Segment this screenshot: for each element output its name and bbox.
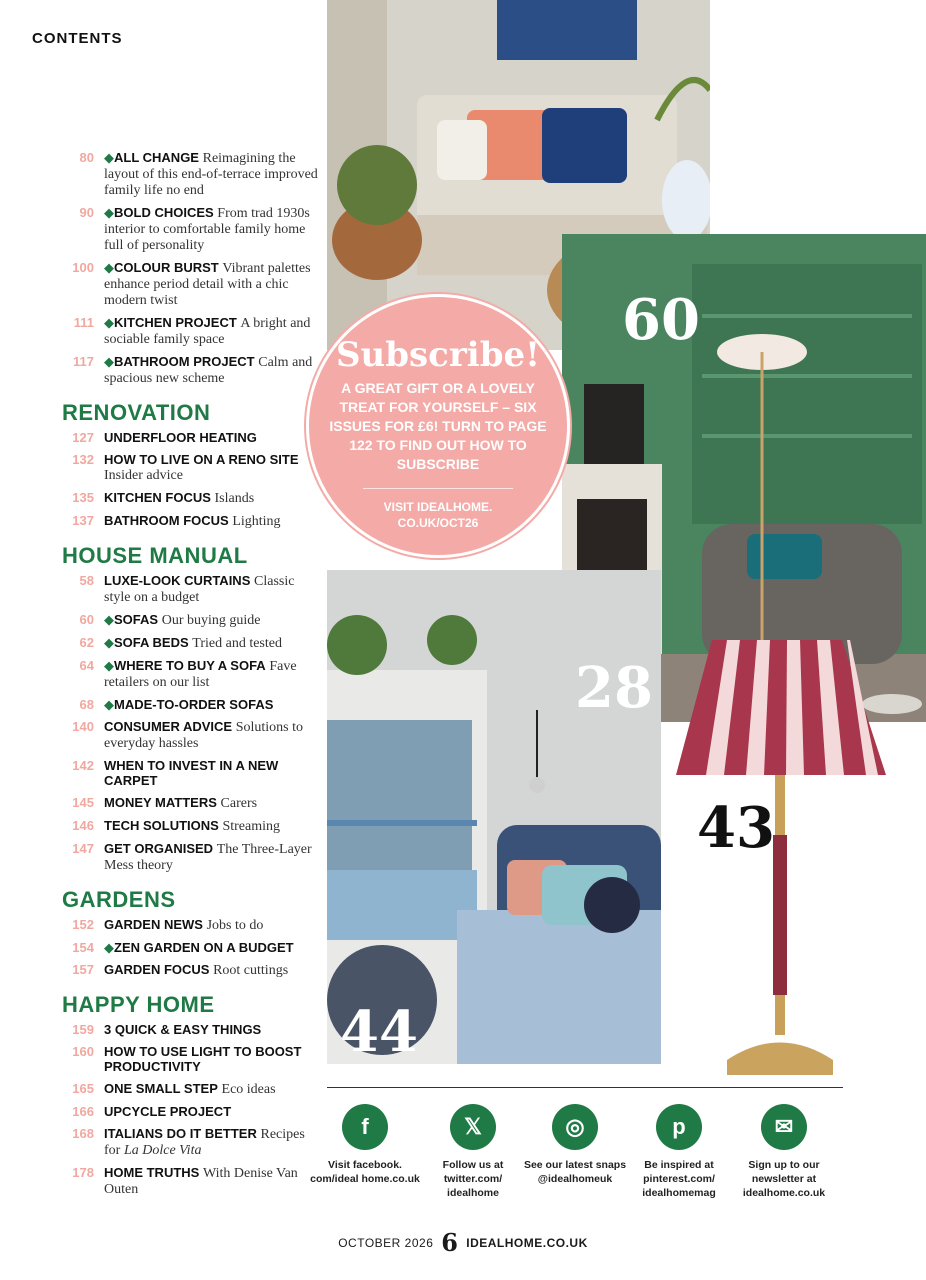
page-footer [0,1228,926,1257]
footer-site[interactable]: IDEALHOME.CO.UK [466,1236,588,1250]
item-title: CONSUMER ADVICE [104,719,233,734]
item-description: With Denise Van Outen [104,1166,298,1197]
instagram-icon[interactable]: ◎ [552,1104,598,1150]
page-number: 68 [79,697,94,712]
item-description: Root cuttings [213,963,289,978]
contents-item[interactable] [62,1165,322,1197]
contents-item[interactable] [62,490,322,506]
item-description: Streaming [222,819,281,834]
page-number: 135 [72,490,94,505]
item-description: Calm and spacious new scheme [104,355,313,386]
contents-item[interactable] [62,795,322,811]
page-number: 117 [73,354,94,369]
diamond-icon: ◆ [104,612,114,627]
contents-item[interactable] [62,962,322,978]
page-number: 58 [79,573,94,588]
diamond-icon: ◆ [104,150,114,165]
subscribe-badge[interactable] [306,294,570,558]
item-title: SOFAS [114,612,159,627]
section-heading-house-manual: HOUSE MANUAL [62,543,248,568]
contents-item[interactable] [62,917,322,933]
subscribe-title: Subscribe! [335,335,541,375]
page-number: 166 [72,1104,94,1119]
item-description: The Three-Layer Mess theory [104,842,312,873]
contents-item[interactable] [62,818,322,834]
social-caption: Visit facebook. com/ideal home.co.uk [310,1159,420,1185]
contents-item[interactable] [62,841,322,873]
contents-item[interactable] [62,1081,322,1097]
item-description: Fave retailers on our list [104,659,297,690]
item-title: GARDEN NEWS [104,917,203,932]
item-title: SOFA BEDS [114,635,189,650]
footer-page-number: 6 [441,1228,459,1257]
contents-item[interactable] [62,612,322,628]
page-number: 132 [72,452,94,467]
subscribe-link[interactable]: VISIT IDEALHOME. CO.UK/OCT26 [363,488,513,531]
page-number: 142 [72,758,94,773]
page-number: 159 [72,1022,94,1037]
footer-month: OCTOBER 2026 [338,1236,434,1250]
page-number: 165 [72,1081,94,1096]
contents-item[interactable] [62,940,322,955]
social-caption: Follow us at twitter.com/ idealhome [442,1159,504,1199]
diamond-icon: ◆ [104,260,114,275]
subscribe-offer-text: A GREAT GIFT OR A LOVELY TREAT FOR YOURSELF – SIX ISSUES FOR £6! TURN TO PAGE 122 TO FIND OUT HOW TO SUBSCRIBE [329,380,547,472]
table-lamp-photo [672,640,888,1085]
page-number: 60 [79,612,94,627]
photo-page-number-44[interactable]: 44 [340,999,418,1065]
diamond-icon: ◆ [104,940,114,955]
item-title: MONEY MATTERS [104,795,217,810]
contents-item[interactable] [62,1126,322,1158]
page-number: 168 [72,1126,94,1141]
bedroom-photo [327,570,661,1064]
diamond-icon: ◆ [104,635,114,650]
page-number: 100 [72,260,94,275]
contents-item[interactable] [62,452,322,483]
item-title: TECH SOLUTIONS [104,818,219,833]
page-number: 140 [72,719,94,734]
diamond-icon: ◆ [104,697,114,712]
facebook-icon[interactable]: f [342,1104,388,1150]
page-number: 90 [79,205,94,220]
item-title: COLOUR BURST [114,260,219,275]
contents-label: CONTENTS [32,30,123,47]
contents-item[interactable] [62,513,322,529]
social-caption: Sign up to our newsletter at idealhome.co.uk [742,1159,826,1199]
item-description: Jobs to do [206,918,264,933]
item-description: Recipes for [104,1127,305,1158]
item-title: GARDEN FOCUS [104,962,210,977]
page-number: 160 [72,1044,94,1059]
item-description: Reimagining the layout of this end-of-terrace improved family life no end [104,151,318,198]
diamond-icon: ◆ [104,205,114,220]
social-caption: Be inspired at pinterest.com/ idealhomemag [642,1159,716,1199]
contents-item[interactable] [62,658,322,690]
contents-item[interactable] [62,573,322,605]
item-description: Tried and tested [192,636,282,651]
page-number: 62 [79,635,94,650]
contents-item[interactable] [62,150,322,198]
social-link-instagram[interactable] [520,1104,630,1186]
x-twitter-icon[interactable]: 𝕏 [450,1104,496,1150]
page-number: 111 [73,315,94,330]
contents-item[interactable] [62,205,322,253]
item-title: GET ORGANISED [104,841,214,856]
item-title: UPCYCLE PROJECT [104,1104,232,1119]
diamond-icon: ◆ [104,354,114,369]
contents-list [62,150,322,1204]
page-number: 157 [72,962,94,977]
section-heading-gardens: GARDENS [62,887,176,912]
page-number: 152 [72,917,94,932]
item-title: HOW TO LIVE ON A RENO SITE [104,452,299,467]
item-title: ONE SMALL STEP [104,1081,218,1096]
page-number: 178 [72,1165,94,1180]
contents-item[interactable] [62,758,322,788]
social-link-facebook[interactable] [310,1104,420,1186]
pinterest-icon[interactable]: p [656,1104,702,1150]
contents-item[interactable] [62,635,322,651]
item-title: KITCHEN FOCUS [104,490,211,505]
social-link-pinterest[interactable] [624,1104,734,1200]
social-link-x-twitter[interactable] [418,1104,528,1200]
page-number: 137 [72,513,94,528]
item-title: BATHROOM PROJECT [114,354,255,369]
item-title: UNDERFLOOR HEATING [104,430,257,445]
social-link-envelope[interactable] [729,1104,839,1200]
item-title: ALL CHANGE [114,150,199,165]
photo-page-number-28[interactable]: 28 [575,655,653,721]
item-title: HOME TRUTHS [104,1165,200,1180]
page-number: 146 [72,818,94,833]
divider-rule [327,1087,843,1088]
page-number: 145 [72,795,94,810]
item-description: Islands [214,491,255,506]
item-description: Solutions to everyday hassles [104,720,304,751]
item-title: LUXE-LOOK CURTAINS [104,573,251,588]
contents-item[interactable] [62,1044,322,1074]
item-description: Eco ideas [221,1082,276,1097]
item-title: MADE-TO-ORDER SOFAS [114,697,274,712]
item-description-italic: La Dolce Vita [123,1143,202,1158]
item-description: Vibrant palettes enhance period detail with a chic modern twist [104,261,311,308]
item-title: BOLD CHOICES [114,205,214,220]
contents-item[interactable] [62,719,322,751]
item-description: Classic style on a budget [104,574,295,605]
item-title: BATHROOM FOCUS [104,513,229,528]
page-number: 154 [72,940,94,955]
diamond-icon: ◆ [104,315,114,330]
contents-item[interactable] [62,354,322,386]
contents-item[interactable] [62,1104,322,1119]
item-description: Insider advice [104,468,183,483]
item-title: 3 QUICK & EASY THINGS [104,1022,262,1037]
contents-item[interactable] [62,697,322,712]
item-title: WHERE TO BUY A SOFA [114,658,266,673]
photo-page-number-60[interactable]: 60 [622,287,700,353]
section-heading-happy-home: HAPPY HOME [62,992,215,1017]
item-title: ITALIANS DO IT BETTER [104,1126,257,1141]
photo-page-number-43[interactable]: 43 [697,795,775,861]
page-number: 147 [72,841,94,856]
contents-item[interactable] [62,260,322,308]
item-title: KITCHEN PROJECT [114,315,237,330]
item-description: Lighting [232,514,281,529]
social-caption: See our latest snaps @idealhomeuk [523,1159,627,1185]
item-title: WHEN TO INVEST IN A NEW CARPET [104,758,279,788]
envelope-icon[interactable]: ✉ [761,1104,807,1150]
page-number: 127 [72,430,94,445]
item-title: HOW TO USE LIGHT TO BOOST PRODUCTIVITY [104,1044,302,1074]
item-description: A bright and sociable family space [104,316,311,347]
item-description: From trad 1930s interior to comfortable family home full of personality [104,206,310,253]
item-description: Carers [220,796,258,811]
contents-item[interactable] [62,315,322,347]
contents-item[interactable] [62,430,322,445]
item-title: ZEN GARDEN ON A BUDGET [114,940,294,955]
diamond-icon: ◆ [104,658,114,673]
contents-item[interactable] [62,1022,322,1037]
page-number: 80 [79,150,94,165]
section-heading-renovation: RENOVATION [62,400,211,425]
page-number: 64 [79,658,94,673]
item-description: Our buying guide [161,613,261,628]
